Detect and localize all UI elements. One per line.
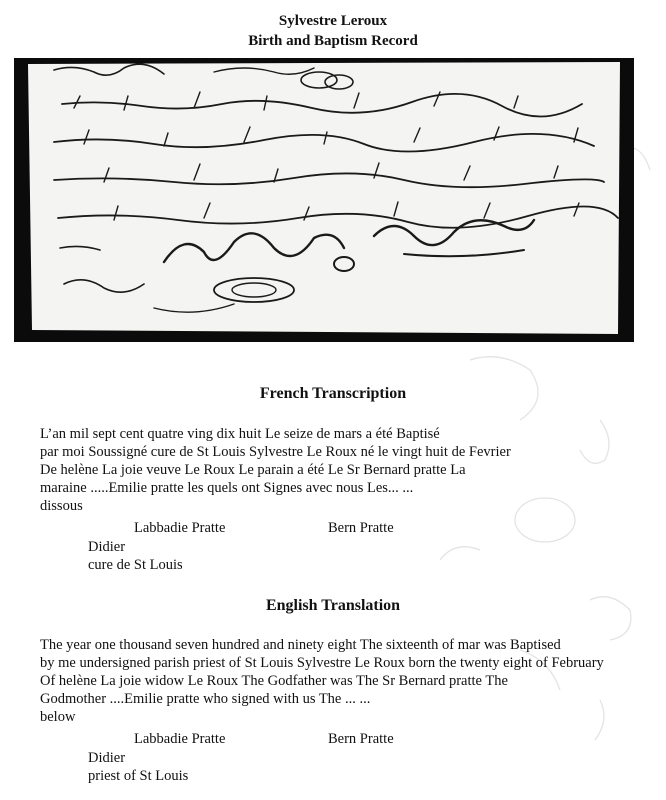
french-signature-left: Labbadie Pratte bbox=[134, 520, 226, 536]
english-line: below bbox=[40, 709, 76, 725]
english-line: Godmother ....Emilie pratte who signed with us The ... ... bbox=[40, 691, 371, 707]
english-signature-left: Labbadie Pratte bbox=[134, 731, 226, 747]
scanned-record-image bbox=[14, 58, 634, 342]
record-subtitle: Birth and Baptism Record bbox=[248, 33, 418, 49]
record-name: Sylvestre Leroux bbox=[278, 13, 388, 29]
french-line: par moi Soussigné cure de St Louis Sylvestre Le Roux né le vingt huit de Fevrier bbox=[40, 444, 511, 460]
english-line: The year one thousand seven hundred and ninety eight The sixteenth of mar was Baptised bbox=[40, 637, 561, 653]
english-signature-right: Bern Pratte bbox=[328, 731, 394, 747]
french-priest-title: cure de St Louis bbox=[88, 557, 183, 573]
french-line: De helène La joie veuve Le Roux Le parain a été Le Sr Bernard pratte La bbox=[40, 462, 466, 478]
french-line: L’an mil sept cent quatre ving dix huit Le seize de mars a été Baptisé bbox=[40, 426, 440, 442]
french-priest-name: Didier bbox=[88, 539, 126, 555]
french-signature-right: Bern Pratte bbox=[328, 520, 394, 536]
english-priest-name: Didier bbox=[88, 750, 126, 766]
french-line: dissous bbox=[40, 498, 83, 514]
english-line: by me undersigned parish priest of St Louis Sylvestre Le Roux born the twenty eight of February bbox=[40, 655, 604, 671]
english-priest-title: priest of St Louis bbox=[88, 768, 189, 784]
french-heading: French Transcription bbox=[259, 385, 407, 402]
english-line: Of helène La joie widow Le Roux The Godfather was The Sr Bernard pratte The bbox=[40, 673, 508, 689]
english-heading: English Translation bbox=[265, 597, 401, 614]
french-line: maraine .....Emilie pratte les quels ont Signes avec nous Les... ... bbox=[40, 480, 414, 496]
